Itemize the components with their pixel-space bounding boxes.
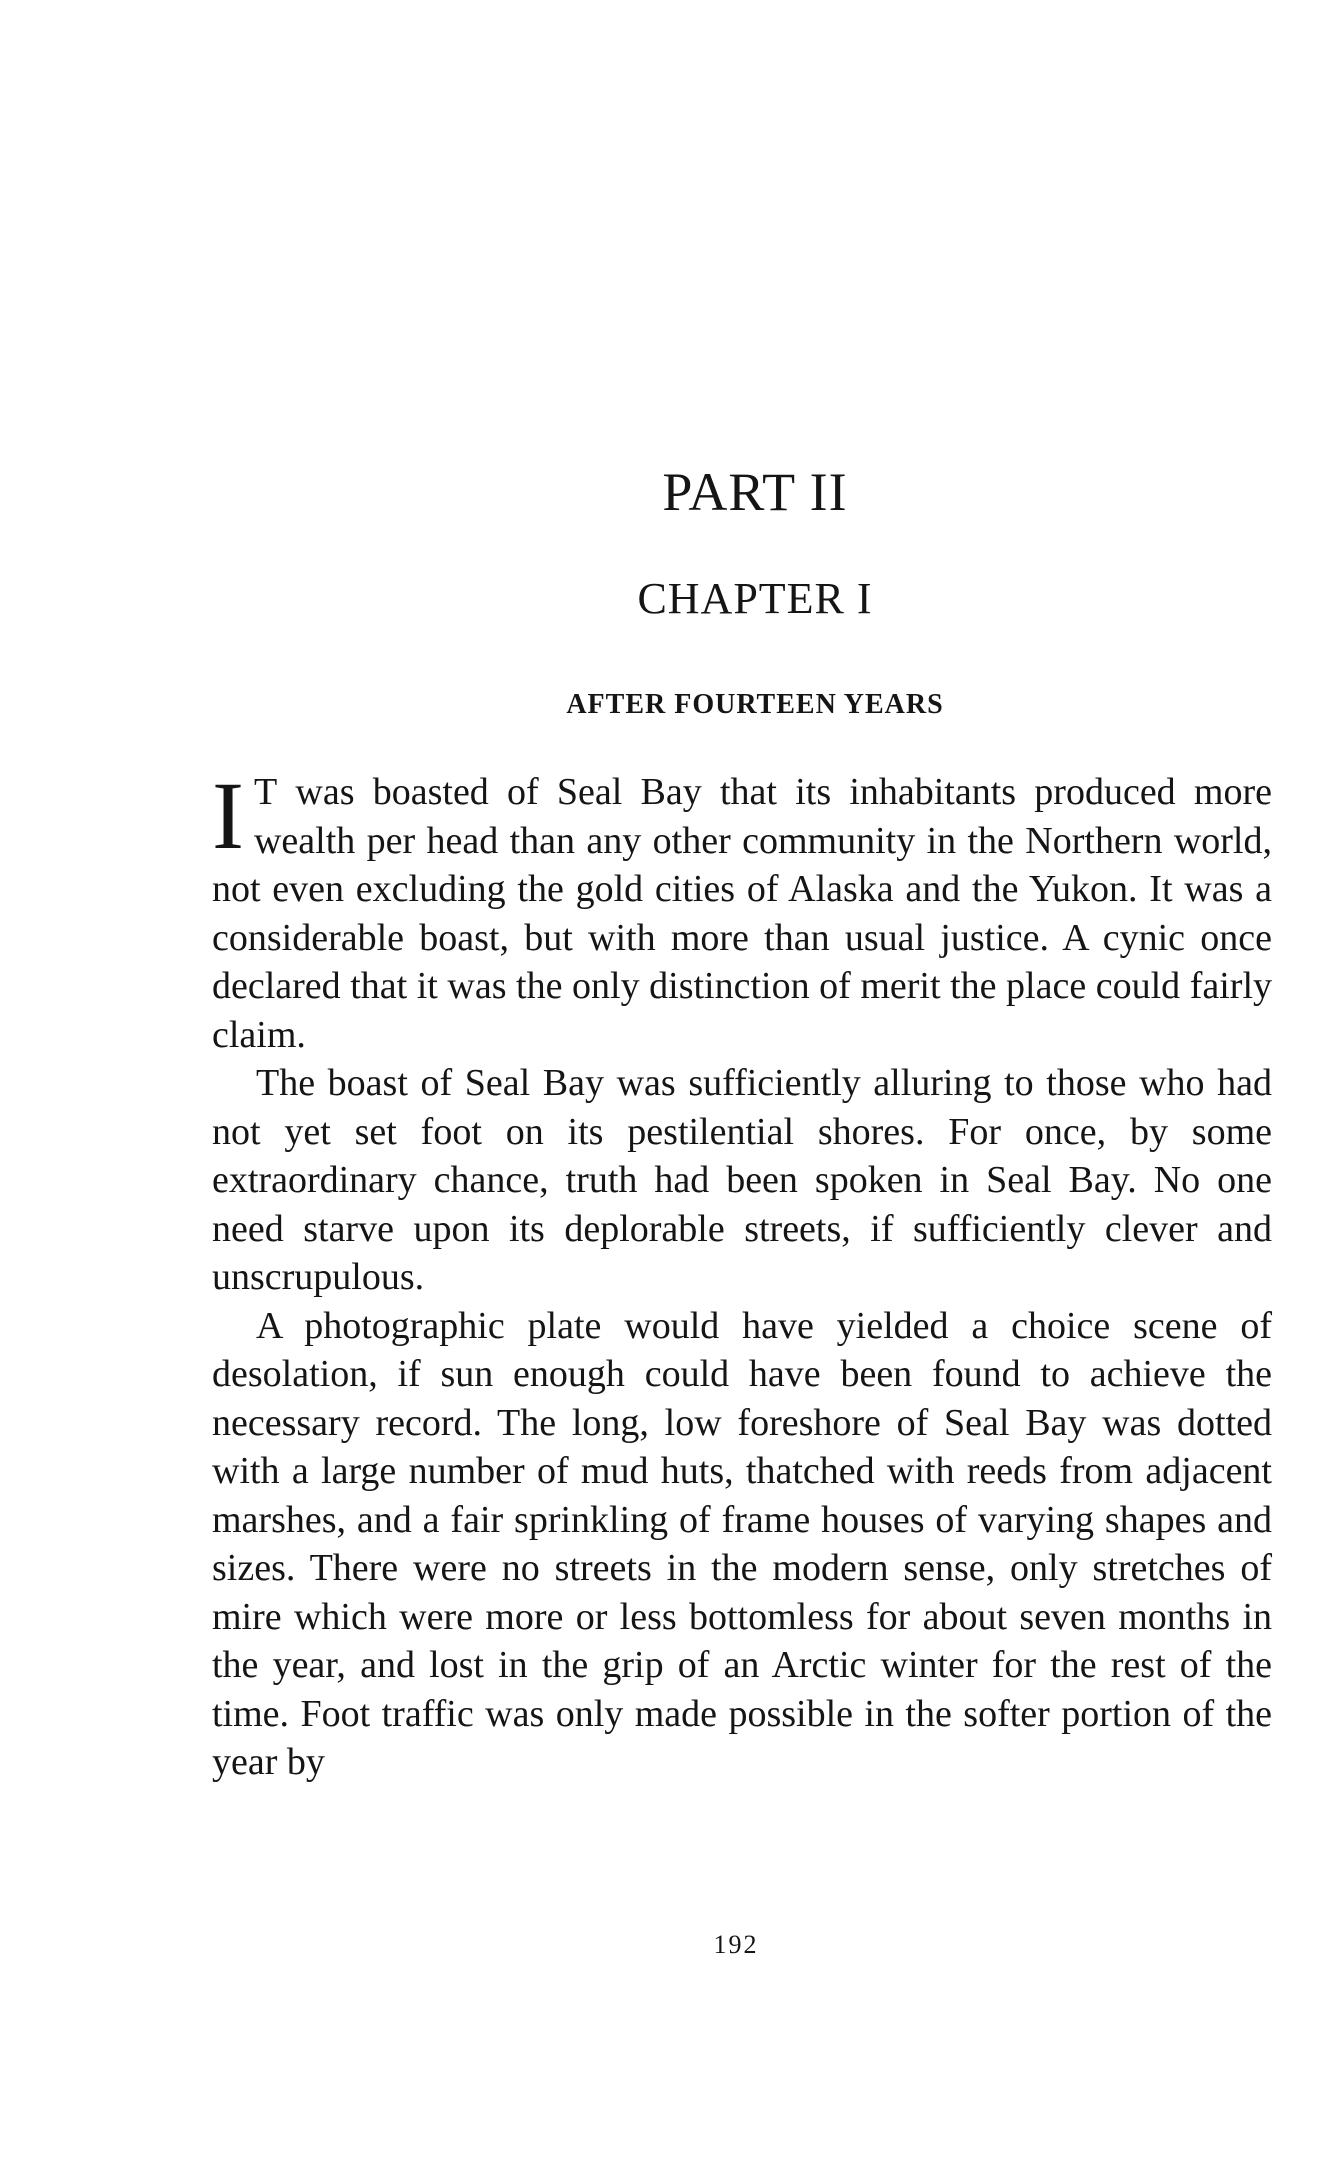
paragraph-3: A photographic plate would have yielded a choice scene of desolation, if sun enough could have been found to achieve the necessary record. The long, low foreshore of Seal Bay was dotted with a large number of mud huts, thatched with reeds from adjacent marshes, and a fair sprinkling of frame houses of varying shapes and sizes. There were no streets in the modern sense, only stretches of mire which were more or less bottomless for about seven months in the year, and lost in the grip of an Arctic winter for the rest of the time. Foot traffic was only made possible in the softer portion of the year by bbox=[212, 1304, 1272, 1783]
drop-cap: I bbox=[212, 762, 244, 869]
paragraph-1 bbox=[212, 762, 1272, 1059]
page-number: 192 bbox=[713, 1930, 759, 1959]
paragraph-1-text: was boasted of Seal Bay that its inhabitants produced more wealth per head than any other community in the Northern world, not even excluding the gold cities of Alaska and the Yukon. It was a considerable boast, but with more than usual justice. A cynic once declared that it was the only distinction of merit the place could fairly claim. bbox=[212, 771, 1272, 1056]
part-heading: PART II bbox=[662, 462, 848, 522]
chapter-heading: CHAPTER I bbox=[637, 574, 873, 623]
first-word-rest: T bbox=[253, 771, 278, 813]
paragraph-2: The boast of Seal Bay was sufficiently alluring to those who had not yet set foot on its pestilential shores. For once, by some extraordinary chance, truth had been spoken in Seal Bay. No one need starve upon its deplorable streets, if sufficiently clever and unscrupulous. bbox=[212, 1062, 1272, 1298]
chapter-subtitle: AFTER FOURTEEN YEARS bbox=[566, 689, 944, 720]
body-text bbox=[212, 762, 1272, 1787]
